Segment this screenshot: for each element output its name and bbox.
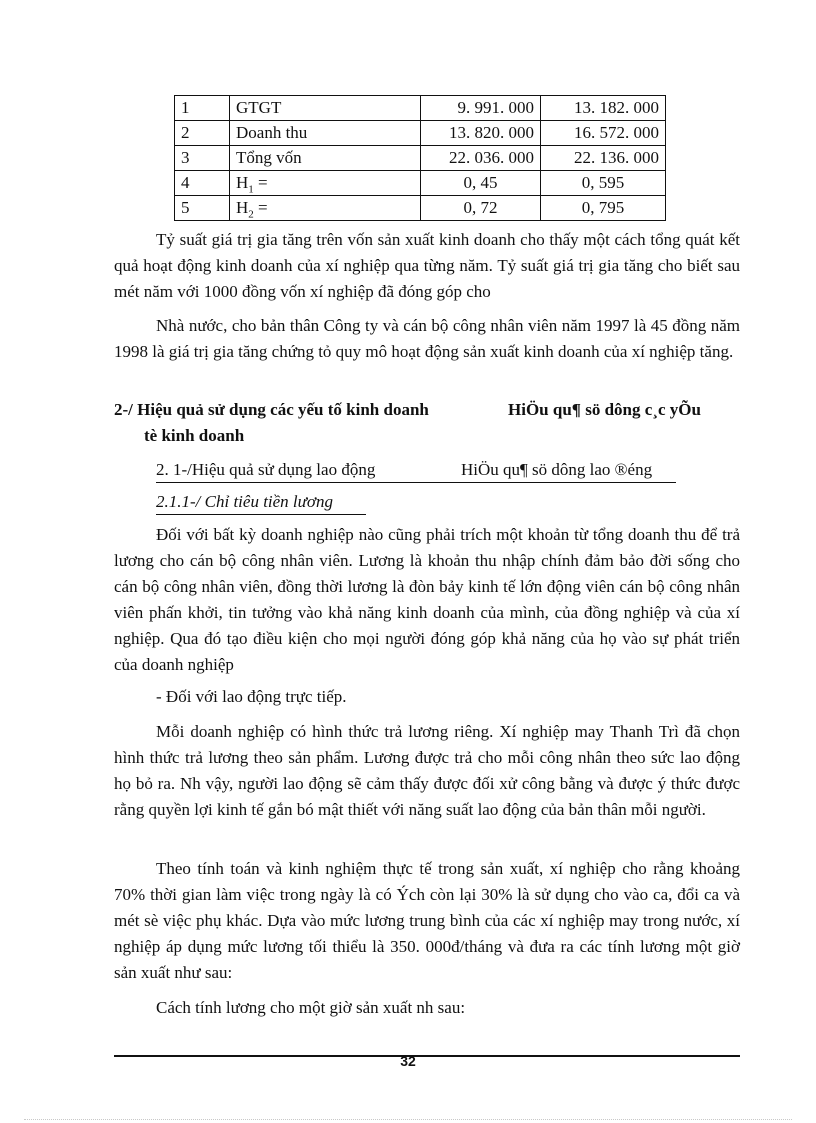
table-row: [175, 171, 666, 196]
table-row: [175, 146, 666, 171]
row-label: Doanh thu: [230, 121, 421, 146]
label-subscript: 1: [248, 183, 254, 196]
section-heading-2-legacy-text: HiÖu qu¶ sö dông c¸c yÕu: [508, 400, 701, 419]
row-index: 5: [175, 196, 230, 221]
row-index: 3: [175, 146, 230, 171]
row-label: [230, 171, 421, 196]
label-prefix: H: [236, 198, 249, 217]
label-prefix: H: [236, 173, 249, 192]
section-heading-2: [114, 397, 744, 449]
value-1997: 13. 820. 000: [421, 121, 541, 146]
page-edge-divider: [24, 1119, 792, 1120]
indicator-table: [174, 95, 666, 221]
section-heading-2-1: [156, 458, 676, 483]
paragraph-contribution: Nhà nước, cho bản thân Công ty và cán bộ công nhân viên năm 1997 là 45 đồng năm 1998 là giá trị gia tăng chứng tỏ quy mô hoạt động sản xuất kinh doanh của xí nghiệp tăng.: [114, 316, 740, 361]
table-row: [175, 196, 666, 221]
paragraph-working-time: Theo tính toán và kinh nghiệm thực tế trong sản xuất, xí nghiệp cho rằng khoảng 70% thời gian làm việc trong ngày là có Ých còn lại 30% là sử dụng cho vào ca, đổi ca và mét sè việc phụ khác. Dựa vào mức lương trung bình của các xí nghiệp may trong nước, xí nghiệp áp dụng mức lương tối thiểu là 350. 000đ/tháng và đưa ra các tính lương một giờ sản xuất như sau:: [114, 859, 740, 982]
value-1998: 0, 795: [541, 196, 666, 221]
value-1997: 0, 72: [421, 196, 541, 221]
row-label: GTGT: [230, 96, 421, 121]
row-label: Tổng vốn: [230, 146, 421, 171]
page-number: 32: [400, 1053, 416, 1069]
paragraph-piece-rate: Mỗi doanh nghiệp có hình thức trả lương riêng. Xí nghiệp may Thanh Trì đã chọn hình thức trả lương theo sản phẩm. Lương được trả cho mỗi công nhân theo sức lao động họ bỏ ra. Nh vậy, người lao động sẽ cảm thấy được đối xử công bằng và được ý thức được rằng quyền lợi kinh tế gắn bó mật thiết với năng suất lao động của bản thân mỗi người.: [114, 722, 740, 819]
row-label: [230, 196, 421, 221]
table-row: [175, 121, 666, 146]
table-row: [175, 96, 666, 121]
paragraph-direct-labor: - Đối với lao động trực tiếp.: [156, 687, 347, 706]
label-suffix: =: [253, 173, 268, 192]
section-heading-2-continuation: tè kinh doanh: [144, 426, 245, 445]
value-1998: 13. 182. 000: [541, 96, 666, 121]
row-index: 2: [175, 121, 230, 146]
value-1997: 0, 45: [421, 171, 541, 196]
paragraph-hourly-wage: Cách tính lương cho một giờ sản xuất nh sau:: [156, 998, 466, 1017]
section-heading-2-1-1: 2.1.1-/ Chỉ tiêu tiền lương: [156, 490, 366, 515]
paragraph-salary-role: Đối với bất kỳ doanh nghiệp nào cũng phải trích một khoản từ tổng doanh thu để trả lương cho cán bộ công nhân viên. Lương là khoản thu nhập chính đảm bảo đời sống cho cán bộ công nhân viên, đồng thời lương là đòn bảy kinh tế lớn động viên cán bộ công nhân viên phấn khởi, tin tưởng vào khả năng kinh doanh của mình, của đồng nghiệp và của xí nghiệp. Qua đó tạo điều kiện cho mọi người đóng góp khả năng của họ vào sự phát triển của doanh nghiệp: [114, 525, 740, 674]
value-1998: 16. 572. 000: [541, 121, 666, 146]
row-index: 1: [175, 96, 230, 121]
value-1997: 9. 991. 000: [421, 96, 541, 121]
value-1997: 22. 036. 000: [421, 146, 541, 171]
section-heading-2-title: 2-/ Hiệu quả sử dụng các yếu tố kinh doanh: [114, 400, 429, 419]
label-suffix: =: [253, 198, 268, 217]
value-1998: 22. 136. 000: [541, 146, 666, 171]
paragraph-value-added-ratio: Tỷ suất giá trị gia tăng trên vốn sản xuất kinh doanh cho thấy một cách tổng quát kết quả hoạt động kinh doanh của xí nghiệp qua từng năm. Tỷ suất giá trị gia tăng cho biết sau mét năm với 1000 đồng vốn xí nghiệp đã đóng góp cho: [114, 230, 740, 301]
row-index: 4: [175, 171, 230, 196]
section-heading-2-1-legacy-text: HiÖu qu¶ sö dông lao ®éng: [461, 460, 653, 479]
label-subscript: 2: [248, 208, 254, 221]
section-heading-2-1-title: 2. 1-/Hiệu quả sử dụng lao động: [156, 460, 376, 479]
value-1998: 0, 595: [541, 171, 666, 196]
